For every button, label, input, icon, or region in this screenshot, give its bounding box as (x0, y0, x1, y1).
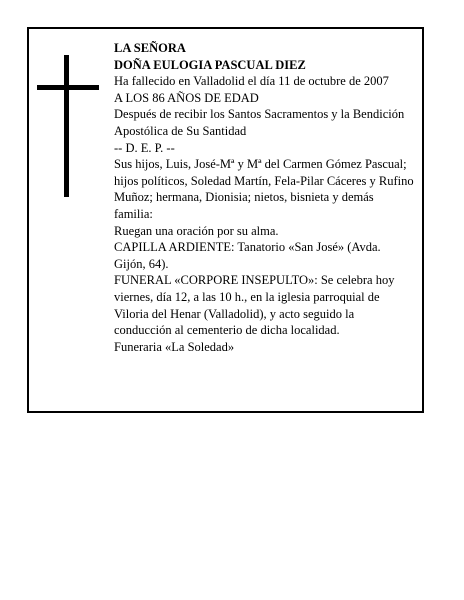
obituary-text (114, 40, 414, 355)
cross-horizontal-bar (37, 85, 99, 90)
chapel-text: CAPILLA ARDIENTE: Tanatorio «San José» (Avda. Gijón, 64). (114, 240, 381, 271)
prayer-request: Ruegan una oración por su alma. (114, 223, 279, 238)
funeral-home: Funeraria «La Soledad» (114, 339, 235, 354)
family-text: Sus hijos, Luis, José-Mª y Mª del Carmen Gómez Pascual; hijos políticos, Soledad Martín, Fela-Pilar Cáceres y Rufino Muñoz; hermana, Dionisia; nietos, bisnieta y demás familia: (114, 157, 414, 221)
deceased-name: DOÑA EULOGIA PASCUAL DIEZ (114, 57, 306, 72)
funeral-text: FUNERAL «CORPORE INSEPULTO»: Se celebra hoy viernes, día 12, a las 10 h., en la iglesia parroquial de Viloria del Henar (Valladolid), y acto seguido la conducción al cementerio de dicha localidad. (114, 273, 395, 338)
sacraments-text: Después de recibir los Santos Sacramentos y la Bendición Apostólica de Su Santidad (114, 107, 405, 138)
cross-vertical-bar (64, 55, 69, 197)
rip-text: -- D. E. P. -- (114, 140, 175, 155)
death-statement: Ha fallecido en Valladolid el día 11 de octubre de 2007 (114, 74, 389, 89)
notice-heading: LA SEÑORA (114, 41, 186, 55)
age-at-death: A LOS 86 AÑOS DE EDAD (114, 90, 259, 105)
cross-icon (37, 55, 99, 197)
